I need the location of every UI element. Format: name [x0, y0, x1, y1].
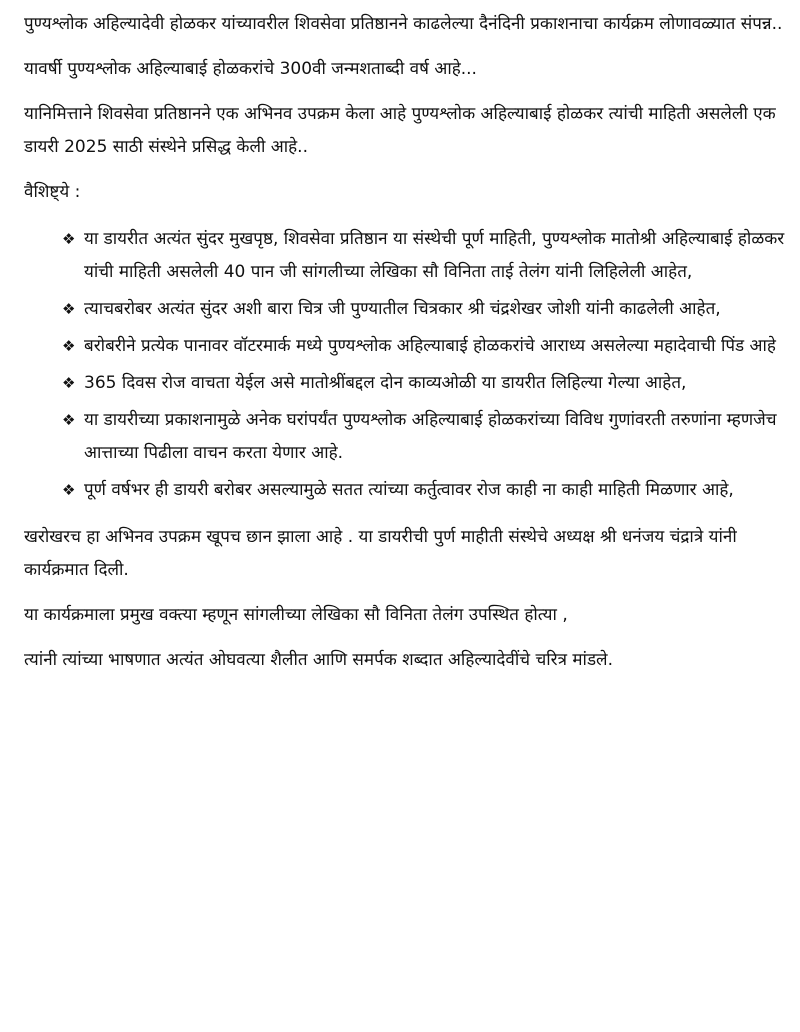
intro-paragraph-3: यानिमित्ताने शिवसेवा प्रतिष्ठानने एक अभिनव उपक्रम केला आहे पुण्यश्लोक अहिल्याबाई होळकर त्यांची माहिती असलेली एक डायरी 2025 साठी संस्थेने प्रसिद्ध केली आहे.. — [24, 104, 776, 157]
list-item — [24, 330, 786, 363]
intro-paragraph-1: पुण्यश्लोक अहिल्यादेवी होळकर यांच्यावरील शिवसेवा प्रतिष्ठानने काढलेल्या दैनंदिनी प्रकाशनाचा कार्यक्रम लोणावळ्यात संपन्न.. — [24, 14, 783, 34]
list-item — [24, 367, 786, 400]
feature-text: त्याचबरोबर अत्यंत सुंदर अशी बारा चित्र जी पुण्यातील चित्रकार श्री चंद्रशेखर जोशी यांनी काढलेली आहेत, — [84, 299, 721, 319]
feature-text: या डायरीत अत्यंत सुंदर मुखपृष्ठ, शिवसेवा प्रतिष्ठान या संस्थेची पूर्ण माहिती, पुण्यश्लोक मातोश्री अहिल्याबाई होळकर यांची माहिती असलेली 40 पान जी सांगलीच्या लेखिका सौ विनिता ताई तेलंग यांनी लिहिलेली आहेत, — [84, 229, 785, 282]
closing-paragraph-2: या कार्यक्रमाला प्रमुख वक्त्या म्हणून सांगलीच्या लेखिका सौ विनिता तेलंग उपस्थित होत्या , — [24, 605, 568, 625]
diamond-bullet-icon: ❖ — [62, 337, 76, 355]
feature-text: 365 दिवस रोज वाचता येईल असे मातोश्रींबद्दल दोन काव्यओळी या डायरीत लिहिल्या गेल्या आहेत, — [84, 373, 687, 393]
list-item — [24, 474, 786, 507]
features-heading: वैशिष्ट्ये : — [24, 182, 81, 202]
features-list — [24, 223, 786, 507]
list-item — [24, 223, 786, 289]
list-item — [24, 293, 786, 326]
feature-text: बरोबरीने प्रत्येक पानावर वॉटरमार्क मध्ये पुण्यश्लोक अहिल्याबाई होळकरांचे आराध्य असलेल्या महादेवाची पिंड आहे — [84, 336, 776, 356]
diamond-bullet-icon: ❖ — [62, 411, 76, 429]
intro-paragraph-2: यावर्षी पुण्यश्लोक अहिल्याबाई होळकरांचे 300वी जन्मशताब्दी वर्ष आहे... — [24, 59, 477, 79]
closing-paragraph-1: खरोखरच हा अभिनव उपक्रम खूपच छान झाला आहे . या डायरीची पुर्ण माहीती संस्थेचे अध्यक्ष श्री धनंजय चंद्रात्रे यांनी कार्यक्रमात दिली. — [24, 527, 737, 580]
diamond-bullet-icon: ❖ — [62, 300, 76, 318]
list-item — [24, 404, 786, 470]
feature-text: या डायरीच्या प्रकाशनामुळे अनेक घरांपर्यंत पुण्यश्लोक अहिल्याबाई होळकरांच्या विविध गुणांवरती तरुणांना म्हणजेच आत्ताच्या पिढीला वाचन करता येणार आहे. — [84, 410, 777, 463]
diamond-bullet-icon: ❖ — [62, 481, 76, 499]
feature-text: पूर्ण वर्षभर ही डायरी बरोबर असल्यामुळे सतत त्यांच्या कर्तुत्वावर रोज काही ना काही माहिती मिळणार आहे, — [84, 480, 734, 500]
diamond-bullet-icon: ❖ — [62, 230, 76, 248]
closing-paragraph-3: त्यांनी त्यांच्या भाषणात अत्यंत ओघवत्या शैलीत आणि समर्पक शब्दात अहिल्यादेवींचे चरित्र मांडले. — [24, 650, 613, 670]
diamond-bullet-icon: ❖ — [62, 374, 76, 392]
